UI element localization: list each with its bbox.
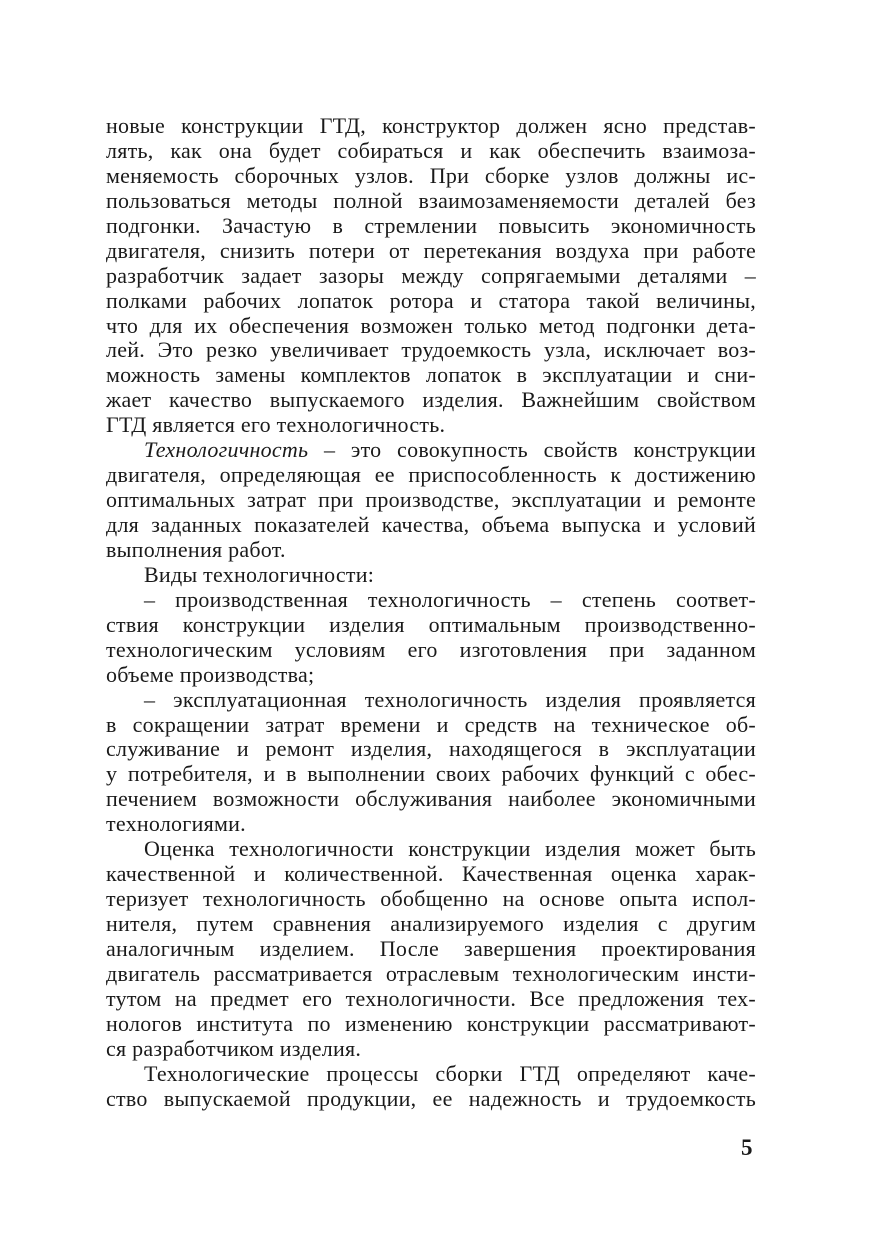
- definition-line: [106, 438, 756, 463]
- text-line: полками рабочих лопаток ротора и статора такой величины,: [106, 287, 756, 313]
- text-line: ствия конструкции изделия оптимальным производственно-: [106, 611, 756, 637]
- text-line: пользоваться методы полной взаимозаменяемости деталей без: [106, 187, 756, 213]
- text-line: подгонки. Зачастую в стремлении повысить экономичность: [106, 212, 756, 238]
- list-item-line: – эксплуатационная технологичность изделия проявляется: [144, 686, 756, 712]
- definition-text: – это совокупность свойств конструкции: [308, 437, 756, 463]
- text-line: технологиями.: [106, 811, 246, 837]
- text-line: двигателя, снизить потери от перетекания воздуха при работе: [106, 237, 756, 263]
- page-number: 5: [741, 1135, 753, 1160]
- text-line: жает качество выпускаемого изделия. Важнейшим свойством: [106, 387, 756, 413]
- text-line: ся разработчиком изделия.: [106, 1035, 362, 1061]
- text-line: печением возможности обслуживания наиболее экономичными: [106, 786, 756, 812]
- body-text: [106, 114, 756, 1112]
- text-line: можность замены комплектов лопаток в эксплуатации и сни-: [106, 362, 756, 388]
- text-line: меняемость сборочных узлов. При сборке узлов должны ис-: [106, 162, 756, 188]
- text-line: Оценка технологичности конструкции изделия может быть: [144, 836, 756, 862]
- text-line: служивание и ремонт изделия, находящегося в эксплуатации: [106, 736, 756, 762]
- text-line: нителя, путем сравнения анализируемого изделия с другим: [106, 911, 756, 936]
- text-line: оптимальных затрат при производстве, эксплуатации и ремонте: [106, 487, 756, 513]
- text-line: Виды технологичности:: [144, 561, 375, 587]
- text-line: Технологические процессы сборки ГТД определяют каче-: [144, 1060, 756, 1086]
- text-line: двигателя, определяющая ее приспособленность к достижению: [106, 462, 756, 488]
- text-line: теризует технологичность обобщенно на основе опыта испол-: [106, 886, 756, 912]
- text-line: качественной и количественной. Качественная оценка харак-: [106, 861, 756, 887]
- text-line: ство выпускаемой продукции, ее надежность и трудоемкость: [106, 1085, 756, 1111]
- text-line: аналогичным изделием. После завершения проектирования: [106, 935, 756, 961]
- text-line: технологическим условиям его изготовления при заданном: [106, 636, 756, 662]
- list-item-line: – производственная технологичность – степень соответ-: [144, 586, 756, 612]
- text-line: выполнения работ.: [106, 536, 286, 562]
- text-line: тутом на предмет его технологичности. Все предложения тех-: [106, 985, 756, 1011]
- term-technologichnost: Технологичность: [144, 437, 309, 463]
- text-line: новые конструкции ГТД, конструктор должен ясно представ-: [106, 113, 756, 138]
- text-line: в сокращении затрат времени и средств на техническое об-: [106, 711, 756, 737]
- text-line: двигатель рассматривается отраслевым технологическим инсти-: [106, 960, 756, 986]
- text-line: ГТД является его технологичность.: [106, 412, 446, 438]
- text-line: нологов института по изменению конструкции рассматривают-: [106, 1010, 756, 1036]
- text-line: у потребителя, и в выполнении своих рабочих функций с обес-: [106, 761, 756, 787]
- text-line: для заданных показателей качества, объема выпуска и условий: [106, 512, 756, 537]
- text-line: что для их обеспечения возможен только метод подгонки дета-: [106, 312, 756, 338]
- text-line: разработчик задает зазоры между сопрягаемыми деталями –: [106, 262, 756, 288]
- text-line: лять, как она будет собираться и как обеспечить взаимоза-: [106, 137, 756, 163]
- text-line: лей. Это резко увеличивает трудоемкость узла, исключает воз-: [106, 337, 756, 363]
- text-line: объеме производства;: [106, 661, 315, 687]
